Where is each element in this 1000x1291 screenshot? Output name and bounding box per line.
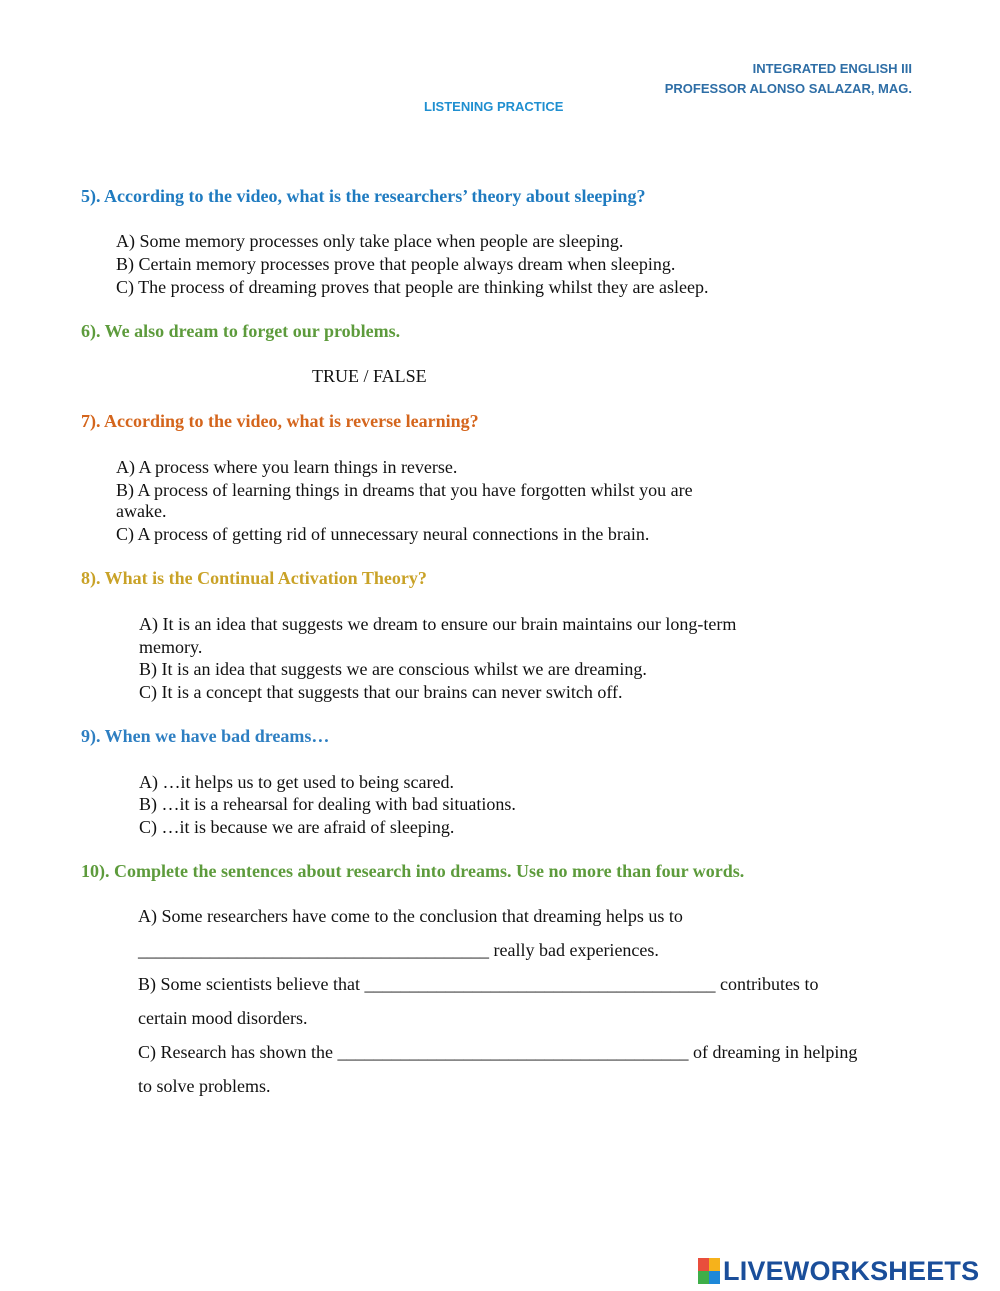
question-5: 5). According to the video, what is the researchers’ theory about sleeping? [81,186,646,206]
question-7: 7). According to the video, what is reverse learning? [81,411,479,431]
professor-name: PROFESSOR ALONSO SALAZAR, MAG. [664,81,912,96]
q10-sentence-a: A) Some researchers have come to the conclusion that dreaming helps us to [138,906,683,926]
q10-sentence-b[interactable]: B) Some scientists believe that _______________________________________ contributes to [138,974,819,994]
q8-option-a[interactable]: A) It is an idea that suggests we dream to ensure our brain maintains our long-term [139,614,737,634]
q9-option-b[interactable]: B) …it is a rehearsal for dealing with bad situations. [139,794,516,814]
q9-option-c[interactable]: C) …it is because we are afraid of sleeping. [139,817,455,837]
q8-option-b[interactable]: B) It is an idea that suggests we are conscious whilst we are dreaming. [139,659,647,679]
question-9: 9). When we have bad dreams… [81,726,330,746]
q5-option-c[interactable]: C) The process of dreaming proves that people are thinking whilst they are asleep. [116,277,709,297]
q7-option-b[interactable]: B) A process of learning things in dreams that you have forgotten whilst you are [116,480,693,500]
q5-option-a[interactable]: A) Some memory processes only take place when people are sleeping. [116,231,624,251]
q10-sentence-c[interactable]: C) Research has shown the _______________________________________ of dreaming in helping [138,1042,858,1062]
q7-option-c[interactable]: C) A process of getting rid of unnecessary neural connections in the brain. [116,524,650,544]
q7-option-b-cont[interactable]: awake. [116,501,167,521]
q10-blank-a[interactable]: _______________________________________ really bad experiences. [138,940,659,960]
question-10: 10). Complete the sentences about research into dreams. Use no more than four words. [81,861,745,881]
subject-title: LISTENING PRACTICE [424,99,564,114]
question-8: 8). What is the Continual Activation Theory? [81,568,427,588]
q9-option-a[interactable]: A) …it helps us to get used to being scared. [139,772,454,792]
q7-option-a[interactable]: A) A process where you learn things in reverse. [116,457,458,477]
q6-true-false[interactable]: TRUE / FALSE [312,366,427,386]
course-title: INTEGRATED ENGLISH III [752,61,912,76]
q5-option-b[interactable]: B) Certain memory processes prove that people always dream when sleeping. [116,254,676,274]
q8-option-c[interactable]: C) It is a concept that suggests that our brains can never switch off. [139,682,623,702]
q10-sentence-b-cont: certain mood disorders. [138,1008,308,1028]
liveworksheets-logo-icon [698,1258,720,1284]
liveworksheets-logo-text: LIVEWORKSHEETS [723,1255,980,1286]
question-6: 6). We also dream to forget our problems. [81,321,401,341]
q8-option-a-cont[interactable]: memory. [139,637,203,657]
q10-sentence-c-cont: to solve problems. [138,1076,271,1096]
liveworksheets-logo [698,1256,979,1286]
